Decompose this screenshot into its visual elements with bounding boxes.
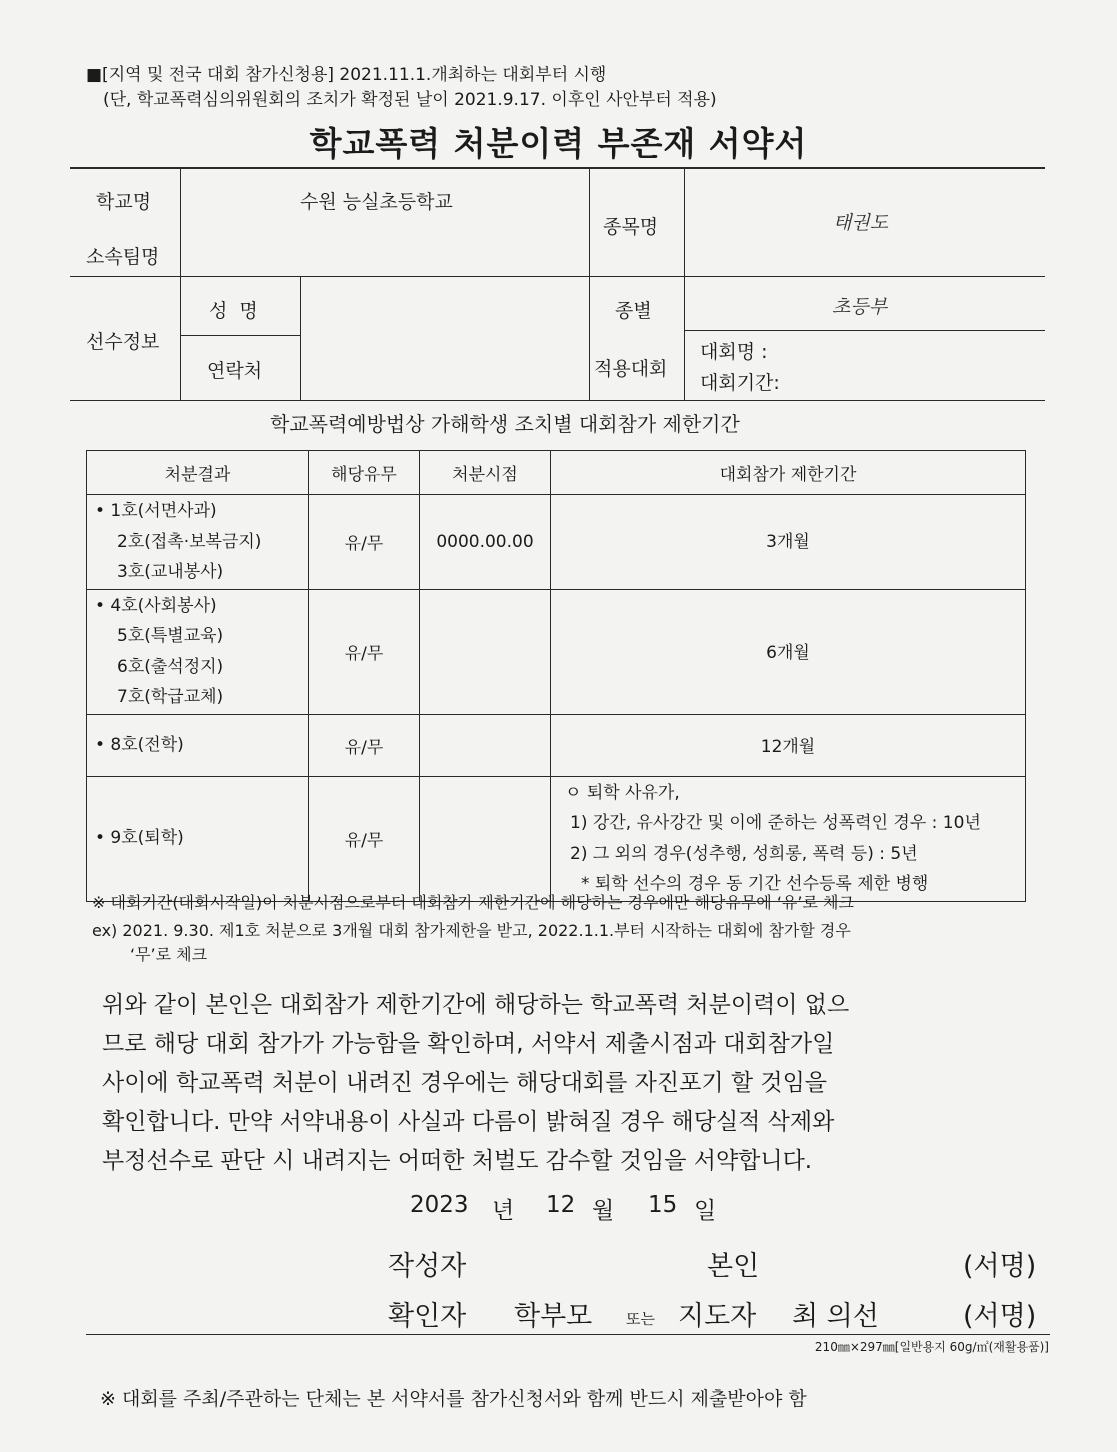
period-cell: 12개월 — [551, 714, 1026, 776]
date-month-unit: 월 — [592, 1198, 615, 1224]
restriction-section-title: 학교폭력예방법상 가해학생 조치별 대회참가 제한기간 — [270, 412, 740, 436]
table-header-row — [87, 451, 1026, 495]
final-note: ※ 대회를 주최/주관하는 단체는 본 서약서를 참가신청서와 함께 반드시 제출받아야 함 — [100, 1388, 807, 1410]
result-cell — [87, 714, 309, 776]
event-value: 태권도 — [833, 212, 889, 234]
result-cell — [87, 589, 309, 714]
school-label: 학교명 — [96, 191, 152, 213]
footer-divider — [86, 1334, 1050, 1335]
result-item: 5호(특별교육) — [117, 626, 224, 646]
result-item: • 8호(전학) — [95, 734, 184, 755]
date-year: 2023 — [410, 1192, 469, 1218]
applicable-cell: 유/무 — [309, 714, 420, 776]
applicable-cell: 유/무 — [309, 495, 420, 590]
period-line: * 퇴학 선수의 경우 동 기간 선수등록 제한 병행 — [581, 874, 929, 894]
competition-period-label: 대회기간: — [700, 372, 780, 394]
period-line: ㅇ 퇴학 사유가, — [565, 782, 680, 803]
confirmer-label: 확인자 — [388, 1301, 467, 1332]
pledge-line: 므로 해당 대회 참가가 가능함을 확인하며, 서약서 제출시점과 대회참가일 — [102, 1031, 835, 1057]
table-row — [87, 495, 1026, 590]
page-title: 학교폭력 처분이력 부존재 서약서 — [309, 124, 808, 163]
period-cell — [551, 776, 1026, 901]
contact-label: 연락처 — [207, 360, 263, 382]
header-applicable: 해당유무 — [309, 451, 420, 495]
restriction-table — [86, 450, 1026, 902]
pledge-line: 사이에 학교폭력 처분이 내려진 경우에는 해당대회를 자진포기 할 것임을 — [102, 1070, 828, 1096]
date-cell — [420, 589, 551, 714]
division-label: 종별 — [615, 300, 652, 322]
division-value: 초등부 — [832, 296, 888, 318]
period-line: 1) 강간, 유사강간 및 이에 준하는 성폭력인 경우 : 10년 — [570, 813, 981, 833]
result-item: • 9호(퇴학) — [95, 828, 184, 849]
result-item: 3호(교내봉사) — [117, 562, 224, 582]
period-cell: 6개월 — [551, 589, 1026, 714]
team-label: 소속팀명 — [86, 246, 160, 268]
applicable-cell: 유/무 — [309, 776, 420, 901]
table-row — [87, 776, 1026, 901]
confirmer-parent: 학부모 — [514, 1301, 593, 1332]
date-year-unit: 년 — [492, 1198, 515, 1224]
pledge-line: 확인합니다. 만약 서약내용이 사실과 다름이 밝혀질 경우 해당실적 삭제와 — [102, 1109, 835, 1135]
date-day: 15 — [648, 1192, 678, 1218]
result-cell — [87, 776, 309, 901]
result-item: • 1호(서면사과) — [95, 501, 217, 521]
player-info-label: 선수정보 — [86, 331, 160, 353]
result-item: 2호(접촉·보복금지) — [117, 531, 262, 552]
date-day-unit: 일 — [694, 1198, 717, 1224]
school-value: 수원 능실초등학교 — [300, 191, 453, 213]
note-checkbox: ※ 대회기간(대회시작일)이 처분시점으로부터 대회참가 제한기간에 해당하는 경우에만 해당유무에 ‘유’로 체크 — [92, 893, 854, 912]
apply-competition-label: 적용대회 — [594, 358, 668, 380]
note-example: ex) 2021. 9.30. 제1호 처분으로 3개월 대회 참가제한을 받고, 2022.1.1.부터 시작하는 대회에 참가할 경우 — [92, 921, 851, 940]
writer-value: 본인 — [707, 1251, 760, 1282]
header-date: 처분시점 — [420, 451, 551, 495]
pledge-line: 위와 같이 본인은 대회참가 제한기간에 해당하는 학교폭력 처분이력이 없으 — [102, 992, 850, 1018]
header-result: 처분결과 — [87, 451, 309, 495]
period-line: 2) 그 외의 경우(성추행, 성희롱, 폭력 등) : 5년 — [570, 843, 918, 864]
writer-sign-label: (서명) — [963, 1251, 1037, 1282]
table-row — [87, 589, 1026, 714]
date-month: 12 — [546, 1192, 576, 1218]
date-cell — [420, 776, 551, 901]
header-period: 대회참가 제한기간 — [551, 451, 1026, 495]
confirmer-coach: 지도자 — [678, 1301, 757, 1332]
result-item: 6호(출석정지) — [117, 656, 224, 677]
table-row — [87, 714, 1026, 776]
paper-spec: 210㎜×297㎜[일반용지 60g/㎡(재활용품)] — [814, 1340, 1049, 1354]
notice-line-2: (단, 학교폭력심의위원회의 조치가 확정된 날이 2021.9.17. 이후인 사안부터 적용) — [103, 90, 717, 110]
name-label: 성 명 — [209, 300, 258, 322]
competition-name-label: 대회명 : — [700, 341, 768, 363]
result-item: • 4호(사회봉사) — [95, 595, 217, 616]
note-example-cont: ‘무’로 체크 — [130, 945, 208, 964]
confirmer-sign-label: (서명) — [963, 1301, 1037, 1332]
result-cell — [87, 495, 309, 590]
date-cell: 0000.00.00 — [420, 495, 551, 590]
confirmer-or: 또는 — [626, 1310, 655, 1328]
confirmer-name: 최 의선 — [792, 1301, 879, 1332]
notice-line-1: ■[지역 및 전국 대회 참가신청용] 2021.11.1.개최하는 대회부터 시행 — [86, 65, 607, 85]
writer-label: 작성자 — [388, 1251, 467, 1282]
period-cell: 3개월 — [551, 495, 1026, 590]
event-label: 종목명 — [603, 216, 659, 238]
applicable-cell: 유/무 — [309, 589, 420, 714]
date-cell — [420, 714, 551, 776]
result-item: 7호(학급교체) — [117, 687, 224, 707]
pledge-line: 부정선수로 판단 시 내려지는 어떠한 처벌도 감수할 것임을 서약합니다. — [102, 1148, 813, 1174]
